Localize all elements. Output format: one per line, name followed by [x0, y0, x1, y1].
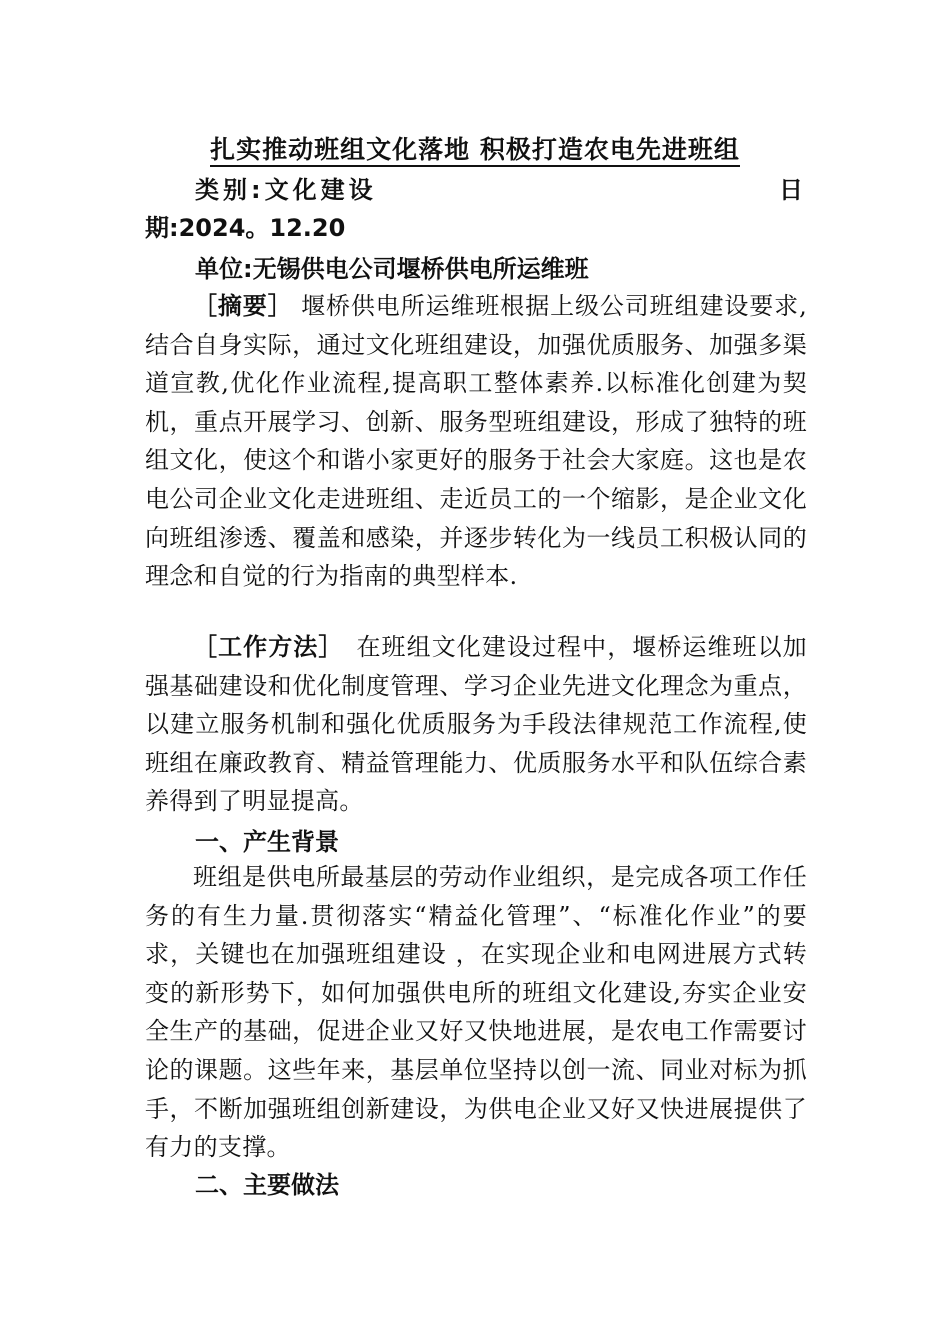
method-text: 在班组文化建设过程中，堰桥运维班以加强基础建设和优化制度管理、学习企业先进文化理念为重点，以建立服务机制和强化优质服务为手段法律规范工作流程,使班组在廉政教育、精益管理能力、优质服务水平和队伍综合素养得到了明显提高。 — [145, 633, 807, 816]
background-paragraph: 班组是供电所最基层的劳动作业组织，是完成各项工作任务的有生力量.贯彻落实“精益化管理”、“标准化作业”的要求，关键也在加强班组建设 ，在实现企业和电网进展方式转变的新形势下，如何加强供电所的班组文化建设,夯实企业安全生产的基础，促进企业又好又快地进展，是农电工作需要讨论的课题。这些年来，基层单位坚持以创一流、同业对标为抓手，不断加强班组创新建设，为供电企业又好又快进展提供了有力的支撑。 — [145, 863, 807, 1162]
meta-row — [145, 170, 805, 208]
unit-label: 单位:无锡供电公司堰桥供电所运维班 — [195, 255, 589, 283]
section-heading-background: 一、产生背景 — [195, 828, 339, 856]
abstract-paragraph — [145, 287, 807, 596]
method-label: ［工作方法］ — [193, 633, 332, 661]
date-label-head: 日 — [779, 176, 803, 204]
document-title-text: 扎实推动班组文化落地 积极打造农电先进班组 — [210, 135, 740, 167]
section-heading-practices: 二、主要做法 — [195, 1171, 339, 1199]
abstract-text: 堰桥供电所运维班根据上级公司班组建设要求,结合自身实际，通过文化班组建设，加强优质服务、加强多渠道宣教,优化作业流程,提高职工整体素养.以标准化创建为契机，重点开展学习、创新、服务型班组建设，形成了独特的班组文化，使这个和谐小家更好的服务于社会大家庭。这也是农电公司企业文化走进班组、走近员工的一个缩影，是企业文化向班组渗透、覆盖和感染，并逐步转化为一线员工积极认同的理念和自觉的行为指南的典型样本. — [145, 292, 807, 591]
date-label: 期:2024。12.20 — [145, 214, 346, 242]
category-label: 类别:文化建设 — [195, 176, 377, 204]
abstract-label: ［摘要］ — [193, 292, 293, 320]
method-paragraph — [145, 628, 807, 821]
document-title — [0, 130, 950, 166]
